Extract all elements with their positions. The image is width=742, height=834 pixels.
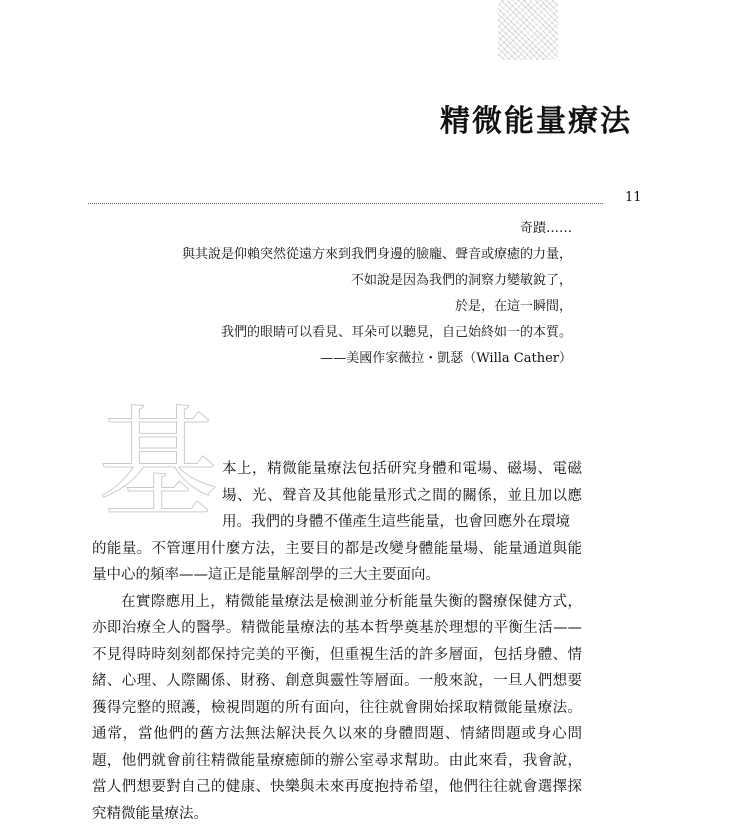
header-rule: [88, 203, 603, 204]
epigraph: [182, 216, 572, 372]
corner-decoration: [498, 0, 558, 60]
epigraph-attribution: ——美國作家薇拉・凱瑟（Willa Cather）: [320, 351, 572, 366]
page-number: 11: [625, 190, 642, 205]
paragraph: [92, 456, 582, 589]
epigraph-line: 不如說是因為我們的洞察力變敏銳了，: [350, 273, 572, 288]
paragraph-opening: 本上，精微能量療法包括研究身體和電場、磁場、電磁場、光、聲音及其他能量形式之間的關係，並且加以應用。我們的身體不僅產生這些能量，也會回應外在環境: [222, 461, 582, 530]
epigraph-line: 於是，在這一瞬間，: [454, 299, 572, 314]
chapter-title: 精微能量療法: [440, 104, 632, 139]
drop-cap: 基: [98, 395, 218, 534]
paragraph-continuation: 的能量。不管運用什麼方法，主要目的都是改變身體能量場、能量通道與能量中心的頻率——這正是能量解剖學的三大主要面向。: [92, 540, 582, 583]
epigraph-line: 我們的眼睛可以看見、耳朵可以聽見，自己始終如一的本質。: [220, 325, 572, 340]
epigraph-line: 奇蹟……: [519, 221, 572, 236]
paragraph: 在實際應用上，精微能量療法是檢測並分析能量失衡的醫療保健方式，亦即治療全人的醫學。精微能量療法的基本哲學奠基於理想的平衡生活——不見得時時刻刻都保持完美的平衡，但重視生活的許多層面，包括身體、情緒、心理、人際關係、財務、創意與靈性等層面。一般來說，一旦人們想要獲得完整的照護，檢視問題的所有面向，往往就會開始採取精微能量療法。通常，當他們的舊方法無法解決長久以來的身體問題、情緒問題或身心問題，他們就會前往精微能量療癒師的辦公室尋求幫助。由此來看，我會說，當人們想要對自己的健康、快樂與未來再度抱持希望，他們往往就會選擇探究精微能量療法。: [92, 593, 582, 822]
body-text: [92, 456, 582, 827]
epigraph-line: 與其說是仰賴突然從遠方來到我們身邊的臉龐、聲音或療癒的力量，: [181, 247, 572, 262]
